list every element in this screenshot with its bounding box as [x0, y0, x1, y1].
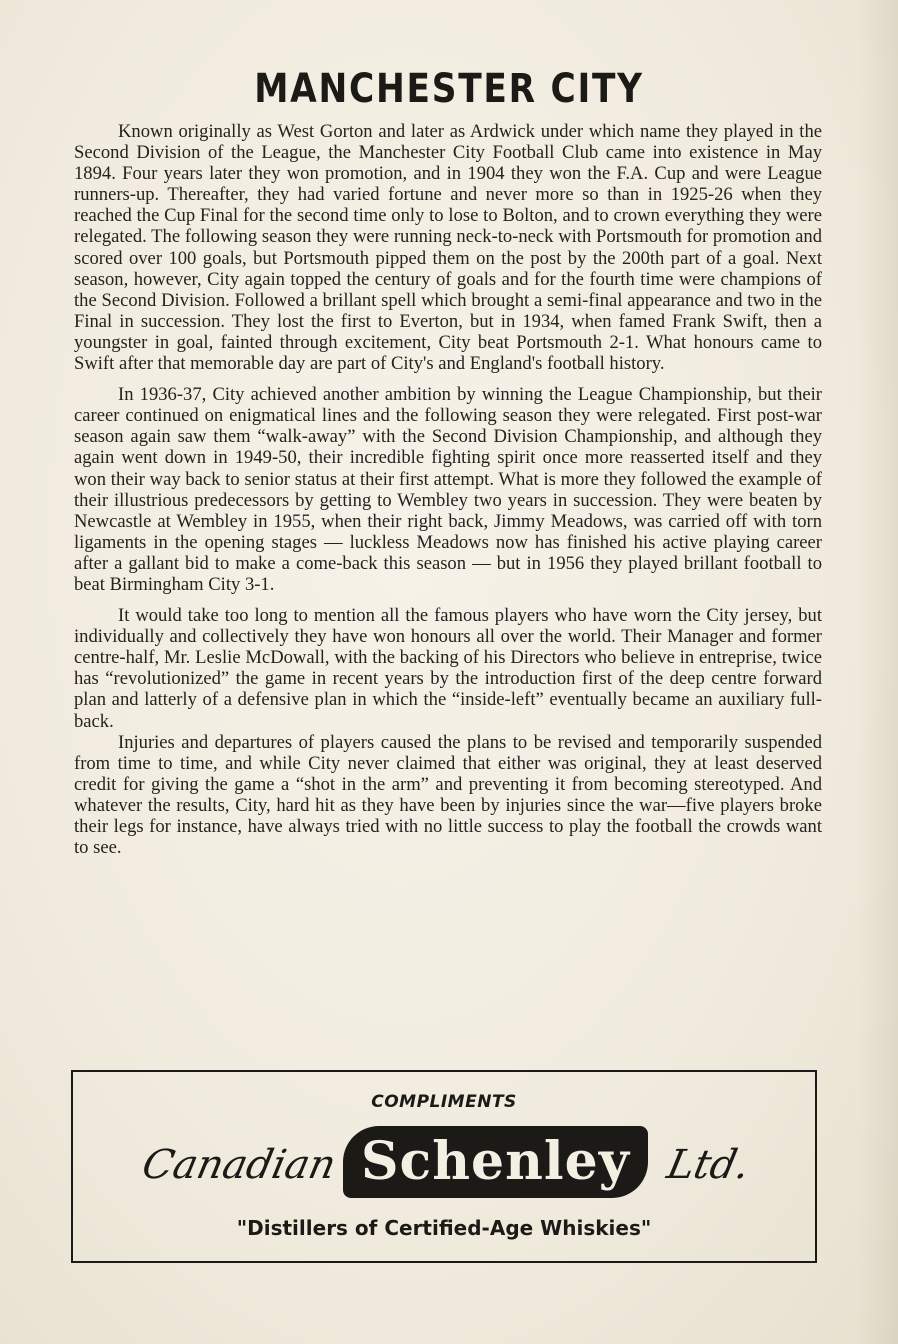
article-body [74, 121, 822, 858]
page-title: MANCHESTER CITY [254, 66, 644, 112]
paragraph-championship: In 1936-37, City achieved another ambition by winning the League Championship, but their career continued on enigmatical lines and the following season they were relegated. First post-war season again saw them “walk-away” with the Second Division Championship, and although they again went down in 1949-50, their incredible fighting spirit once more reasserted itself and they won their way back to senior status at their first attempt. What is more they followed the example of their illustrious predecessors by getting to Wembley two years in succession. They were beaten by Newcastle at Wembley in 1955, when their right back, Jimmy Meadows, was carried off with torn ligaments in the opening stages — luckless Meadows now has finished his active playing career after a gallant bid to make a come-back this season — but in 1956 they played brillant football to beat Birmingham City 3-1. [74, 384, 822, 595]
logo-schenley-text: Schenley [343, 1126, 648, 1198]
ad-tagline: "Distillers of Certified-Age Whiskies" [236, 1216, 652, 1240]
logo-ltd-text: Ltd. [663, 1142, 754, 1188]
paragraph-famous-players: It would take too long to mention all the famous players who have worn the City jersey, but individually and collectively they have won honours all over the world. Their Manager and former centre-half, Mr. Leslie McDowall, with the backing of his Directors who believe in entreprise, twice has “revolutionized” the game in recent years by the introduction first of the deep centre forward plan and latterly of a defensive plan in which the “inside-left” eventually became an auxiliary full-back. [74, 605, 822, 732]
schenley-logo [138, 1122, 754, 1212]
ad-compliments-text: COMPLIMENTS [371, 1092, 517, 1112]
page-edge-shadow [858, 0, 898, 1344]
logo-canadian-text: Canadian [138, 1142, 340, 1188]
paragraph-history: Known originally as West Gorton and later as Ardwick under which name they played in the Second Division of the League, the Manchester City Football Club came into existence in May 1894. Four years later they won promotion, and in 1904 they won the F.A. Cup and were League runners-up. Thereafter, they had varied fortune and never more so than in 1925-26 when they reached the Cup Final for the second time only to lose to Bolton, and to crown everything they were relegated. The following season they were running neck-to-neck with Portsmouth for promotion and scored over 100 goals, but Portsmouth pipped them on the post by the 200th part of a goal. Next season, however, City again topped the century of goals and for the fourth time were champions of the Second Division. Followed a brillant spell which brought a semi-final appearance and two in the Final in succession. They lost the first to Everton, but in 1934, when famed Frank Swift, then a youngster in goal, fainted through excitement, City beat Portsmouth 2-1. What honours came to Swift after that memorable day are part of City's and England's football history. [74, 121, 822, 375]
paragraph-injuries: Injuries and departures of players caused the plans to be revised and temporarily suspended from time to time, and while City never claimed that either was original, they at least deserved credit for giving the game a “shot in the arm” and preventing it from becoming stereotyped. And whatever the results, City, hard hit as they have been by injuries since the war—five players broke their legs for instance, have always tried with no little success to play the football the crowds want to see. [74, 731, 822, 859]
advertisement-box [71, 1070, 817, 1263]
